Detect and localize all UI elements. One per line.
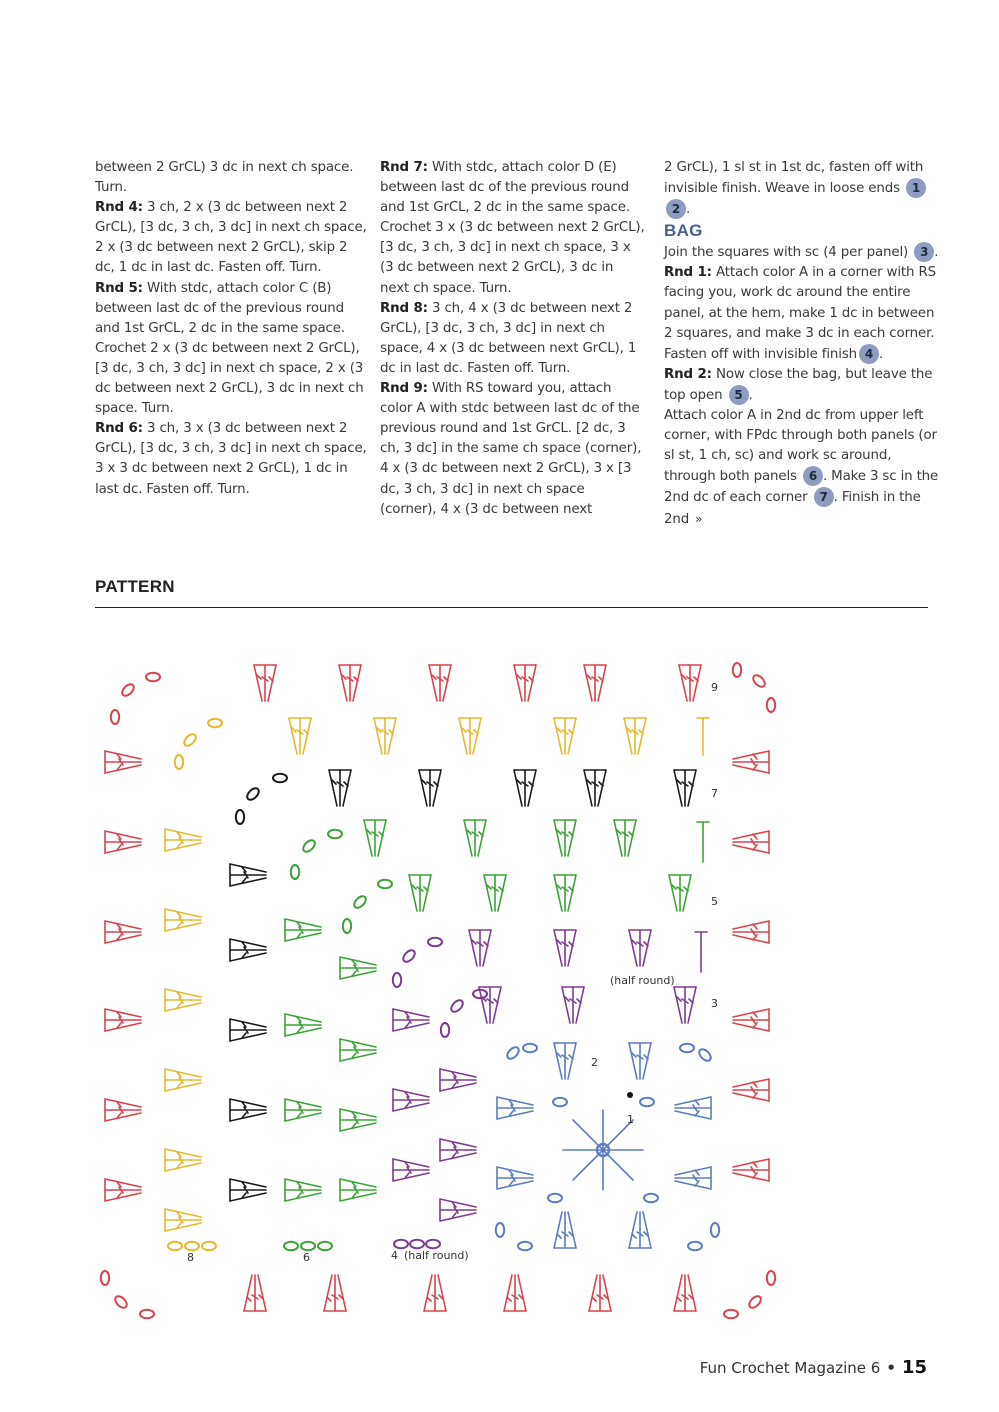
- chain-stitch: [426, 1240, 440, 1248]
- stitch-line: [230, 1019, 266, 1027]
- stitch-line: [285, 1014, 321, 1022]
- chain-stitch: [441, 1023, 449, 1037]
- stitch-line: [285, 933, 321, 941]
- stitch-line: [338, 1275, 346, 1311]
- stitch-line: [497, 1111, 533, 1119]
- round-label-2: 2: [591, 1056, 598, 1069]
- stitch-line: [632, 1234, 636, 1238]
- stitch-line: [443, 665, 451, 701]
- stitch-line: [105, 1193, 141, 1201]
- stitch-line: [419, 770, 427, 806]
- stitch-line: [528, 665, 536, 701]
- paragraph: Join the squares with sc (4 per panel) 3 .: [664, 242, 939, 263]
- stitch-line: [568, 820, 576, 856]
- stitch-line: [628, 820, 636, 856]
- round-label: Rnd 2:: [664, 366, 712, 382]
- step-badge: 2: [666, 199, 686, 219]
- paragraph: [664, 406, 939, 530]
- stitch-line: [688, 1275, 696, 1311]
- chain-stitch: [378, 880, 392, 888]
- stitch-line: [677, 1297, 681, 1301]
- stitch-line: [629, 930, 637, 966]
- stitch-line: [514, 665, 522, 701]
- stitch-line: [105, 1113, 141, 1121]
- stitch-line: [438, 1275, 446, 1311]
- chain-stitch: [111, 710, 119, 724]
- start-dot: [627, 1092, 633, 1098]
- stitch-line: [497, 1097, 533, 1105]
- stitch-line: [603, 1150, 633, 1180]
- chain-stitch: [301, 838, 317, 854]
- stitch-line: [285, 1099, 321, 1107]
- step-badge: 6: [803, 466, 823, 486]
- stitch-line: [165, 1223, 201, 1231]
- stitch-line: [329, 770, 337, 806]
- stitch-line: [733, 1009, 769, 1017]
- round-label-5: 5: [711, 895, 718, 908]
- stitch-line: [393, 1173, 429, 1181]
- stitch-line: [393, 1159, 429, 1167]
- stitch-line: [105, 831, 141, 839]
- chain-stitch: [245, 786, 261, 802]
- stitch-line: [557, 1234, 561, 1238]
- stitch-line: [528, 770, 536, 806]
- stitch-line: [339, 665, 347, 701]
- stitch-line: [624, 718, 632, 754]
- page-number: 15: [901, 1357, 927, 1378]
- stitch-line: [573, 1150, 603, 1180]
- stitch-line: [674, 987, 682, 1023]
- stitch-line: [459, 718, 467, 754]
- stitch-line: [340, 1039, 376, 1047]
- half-round-label: (half round): [610, 974, 675, 987]
- round-label: Rnd 9:: [380, 381, 428, 397]
- stitch-line: [285, 1028, 321, 1036]
- round-label-8: 8: [187, 1251, 194, 1264]
- stitch-line: [629, 1043, 637, 1079]
- stitch-line: [674, 1275, 682, 1311]
- stitch-line: [675, 1181, 711, 1189]
- stitch-line: [340, 1053, 376, 1061]
- chain-stitch: [751, 673, 767, 689]
- chain-stitch: [328, 830, 342, 838]
- stitch-line: [105, 1023, 141, 1031]
- stitch-line: [374, 718, 382, 754]
- paragraph-text: 2 GrCL), 1 sl st in 1st dc, fasten off with invisible finish. Weave in loose ends: [664, 160, 924, 197]
- stitch-line: [343, 770, 351, 806]
- chain-stitch: [208, 719, 222, 727]
- chain-stitch: [724, 1310, 738, 1318]
- round-label: Rnd 8:: [380, 300, 428, 316]
- stitch-line: [733, 1159, 769, 1167]
- chain-stitch: [352, 894, 368, 910]
- chain-stitch: [273, 774, 287, 782]
- chain-stitch: [168, 1242, 182, 1250]
- stitch-line: [733, 845, 769, 853]
- section-heading-bag: BAG: [664, 221, 703, 241]
- stitch-line: [675, 1111, 711, 1119]
- chain-stitch: [185, 1242, 199, 1250]
- chain-stitch: [553, 1098, 567, 1106]
- chain-stitch: [394, 1240, 408, 1248]
- round-label: Rnd 6:: [95, 421, 143, 437]
- stitch-line: [518, 1275, 526, 1311]
- stitch-line: [303, 718, 311, 754]
- stitch-line: [423, 875, 431, 911]
- stitch-line: [440, 1199, 476, 1207]
- chain-stitch: [410, 1240, 424, 1248]
- chain-stitch: [113, 1294, 129, 1310]
- chain-stitch: [747, 1294, 763, 1310]
- stitch-line: [514, 770, 522, 806]
- stitch-line: [592, 1297, 596, 1301]
- stitch-line: [643, 1212, 651, 1248]
- stitch-line: [340, 1123, 376, 1131]
- stitch-line: [340, 1109, 376, 1117]
- chain-stitch: [644, 1194, 658, 1202]
- chain-stitch: [101, 1271, 109, 1285]
- stitch-line: [643, 1043, 651, 1079]
- chart-symbols: [101, 663, 775, 1318]
- stitch-line: [230, 953, 266, 961]
- stitch-line: [440, 1069, 476, 1077]
- stitch-line: [268, 665, 276, 701]
- round-text: 3 ch, 4 x (3 dc between next 2 GrCL), [3 dc, 3 ch, 3 dc] in next ch space, 4 x (3 dc between next GrCL), 1 dc in last dc. Fasten off. Turn.: [380, 300, 637, 376]
- stitch-line: [638, 718, 646, 754]
- stitch-line: [688, 987, 696, 1023]
- round-text: With stdc, attach color C (B) between last dc of the previous round and 1st GrCL, 2 dc in the same space. Crochet 2 x (3 dc between next 2 GrCL), [3 dc, 3 ch, 3 dc] in next ch space, 2 x (3 dc between next 2 GrCL), 3 dc in next ch space. Turn.: [95, 280, 364, 417]
- step-badge: 5: [729, 385, 749, 405]
- stitch-line: [230, 1113, 266, 1121]
- pattern-title: PATTERN: [95, 577, 175, 596]
- text-column-3: [664, 158, 939, 530]
- stitch-line: [165, 1069, 201, 1077]
- stitch-line: [733, 1023, 769, 1031]
- stitch-line: [230, 1099, 266, 1107]
- stitch-line: [285, 1113, 321, 1121]
- crochet-chart: [95, 650, 795, 1330]
- stitch-line: [388, 718, 396, 754]
- round-8: [380, 299, 645, 379]
- stitch-line: [568, 875, 576, 911]
- stitch-line: [165, 909, 201, 917]
- chain-stitch: [146, 673, 160, 681]
- chain-stitch: [202, 1242, 216, 1250]
- bag-round-1: Rnd 1: Attach color A in a corner with RS facing you, work dc around the entire panel, at the hem, make 1 dc in between 2 squares, and make 3 dc in each corner. Fasten off with invisible finish 4 .: [664, 265, 936, 362]
- round-label-9: 9: [711, 681, 718, 694]
- stitch-line: [554, 820, 562, 856]
- round-text: With RS toward you, attach color A with stdc between last dc of the previous round and 1st GrCL. [2 dc, 3 ch, 3 dc] in the same ch space (corner), 4 x (3 dc between next 2 GrCL), 3 x [3 dc, 3 ch, 3 dc] in next ch space (corner), 4 x (3 dc between next: [380, 381, 642, 517]
- chain-stitch: [140, 1310, 154, 1318]
- round-text: 3 ch, 3 x (3 dc between next 2 GrCL), [3 dc, 3 ch, 3 dc] in next ch space, 3 x 3 dc between next 2 GrCL), 1 dc in last dc. Fasten off. Turn.: [95, 421, 367, 497]
- stitch-line: [440, 1213, 476, 1221]
- stitch-line: [165, 1149, 201, 1157]
- stitch-line: [393, 1009, 429, 1017]
- stitch-line: [230, 864, 266, 872]
- chain-stitch: [548, 1194, 562, 1202]
- stitch-line: [554, 930, 562, 966]
- paragraph: 2 GrCL), 1 sl st in 1st dc, fasten off with invisible finish. Weave in loose ends 12 .: [664, 158, 939, 220]
- stitch-line: [393, 1023, 429, 1031]
- stitch-line: [554, 1212, 562, 1248]
- stitch-line: [364, 820, 372, 856]
- stitch-line: [603, 1275, 611, 1311]
- chain-stitch: [428, 938, 442, 946]
- stitch-line: [324, 1275, 332, 1311]
- stitch-line: [483, 930, 491, 966]
- stitch-line: [258, 1275, 266, 1311]
- round-text: With stdc, attach color D (E) between last dc of the previous round and 1st GrCL, 2 dc in the same space. Crochet 3 x (3 dc between next 2 GrCL), [3 dc, 3 ch, 3 dc] in next ch space, 3 x (3 dc between next 2 GrCL), 3 dc in next ch space. Turn.: [380, 160, 645, 296]
- stitch-line: [230, 939, 266, 947]
- stitch-line: [554, 718, 562, 754]
- stitch-line: [554, 1043, 562, 1079]
- stitch-line: [484, 875, 492, 911]
- paragraph: between 2 GrCL) 3 dc in next ch space. Turn.: [95, 160, 354, 196]
- stitch-line: [497, 1181, 533, 1189]
- separator: •: [886, 1359, 896, 1377]
- stitch-line: [669, 875, 677, 911]
- stitch-line: [433, 770, 441, 806]
- stitch-line: [393, 1089, 429, 1097]
- paragraph-text: . Make 3 sc in the 2nd dc of each corner: [664, 469, 939, 506]
- round-text: Attach color A in a corner with RS facing you, work dc around the entire panel, at the hem, make 1 dc in between 2 squares, and make 3 dc in each corner. Fasten off with invisible finish: [664, 265, 936, 362]
- stitch-line: [409, 875, 417, 911]
- stitch-line: [493, 987, 501, 1023]
- chain-stitch: [640, 1098, 654, 1106]
- chain-stitch: [518, 1242, 532, 1250]
- stitch-line: [568, 1212, 576, 1248]
- stitch-line: [285, 1193, 321, 1201]
- chain-stitch: [393, 973, 401, 987]
- stitch-line: [568, 930, 576, 966]
- stitch-line: [693, 665, 701, 701]
- round-label-3: 3: [711, 997, 718, 1010]
- stitch-line: [675, 1167, 711, 1175]
- chain-stitch: [697, 1047, 713, 1063]
- stitch-line: [584, 770, 592, 806]
- chain-stitch: [175, 755, 183, 769]
- stitch-line: [733, 765, 769, 773]
- paragraph-text: . Finish in the 2nd: [664, 490, 921, 527]
- stitch-line: [507, 1297, 511, 1301]
- chain-stitch: [767, 1271, 775, 1285]
- page-footer: [700, 1357, 927, 1378]
- round-9: [380, 379, 645, 520]
- text-column-2: [380, 158, 645, 520]
- stitch-line: [643, 930, 651, 966]
- stitch-line: [105, 1179, 141, 1187]
- step-badge: 4: [859, 344, 879, 364]
- chain-stitch: [505, 1045, 521, 1061]
- stitch-line: [105, 751, 141, 759]
- round-label: Rnd 1:: [664, 265, 712, 281]
- stitch-line: [327, 1297, 331, 1301]
- stitch-line: [230, 1193, 266, 1201]
- round-label: Rnd 4:: [95, 200, 143, 216]
- round-4: [95, 198, 367, 278]
- stitch-line: [244, 1275, 252, 1311]
- stitch-line: [733, 1079, 769, 1087]
- chain-stitch: [236, 810, 244, 824]
- chain-stitch: [318, 1242, 332, 1250]
- stitch-line: [353, 665, 361, 701]
- stitch-line: [469, 930, 477, 966]
- chain-stitch: [301, 1242, 315, 1250]
- stitch-line: [289, 718, 297, 754]
- stitch-line: [429, 665, 437, 701]
- stitch-line: [498, 875, 506, 911]
- stitch-line: [340, 971, 376, 979]
- step-badge: 7: [814, 487, 834, 507]
- stitch-line: [254, 665, 262, 701]
- stitch-line: [427, 1297, 431, 1301]
- stitch-line: [576, 987, 584, 1023]
- stitch-line: [568, 718, 576, 754]
- stitch-line: [733, 935, 769, 943]
- round-label: Rnd 7:: [380, 160, 428, 175]
- stitch-line: [230, 1179, 266, 1187]
- stitch-line: [733, 1173, 769, 1181]
- stitch-line: [165, 829, 201, 837]
- round-label-6: 6: [303, 1251, 310, 1264]
- round-7: [380, 158, 645, 299]
- stitch-line: [105, 935, 141, 943]
- stitch-line: [440, 1083, 476, 1091]
- stitch-line: [285, 919, 321, 927]
- text-column-1: [95, 158, 367, 500]
- magazine-name: Fun Crochet Magazine 6: [699, 1359, 881, 1377]
- stitch-line: [629, 1212, 637, 1248]
- stitch-line: [378, 820, 386, 856]
- stitch-line: [473, 718, 481, 754]
- stitch-line: [105, 921, 141, 929]
- round-5: [95, 279, 367, 420]
- stitch-line: [165, 843, 201, 851]
- half-round-label-bottom: (half round): [404, 1249, 469, 1262]
- stitch-line: [478, 820, 486, 856]
- stitch-line: [165, 1163, 201, 1171]
- stitch-line: [679, 665, 687, 701]
- chain-stitch: [182, 732, 198, 748]
- round-text: 3 ch, 2 x (3 dc between next 2 GrCL), [3 dc, 3 ch, 3 dc] in next ch space, 2 x (3 dc between next 2 GrCL), skip 2 dc, 1 dc in last dc. Fasten off. Turn.: [95, 200, 367, 276]
- chain-stitch: [401, 948, 417, 964]
- stitch-line: [230, 878, 266, 886]
- stitch-line: [247, 1297, 251, 1301]
- chain-stitch: [291, 865, 299, 879]
- round-text: Now close the bag, but leave the top open: [664, 366, 933, 403]
- round-label-1: 1: [627, 1113, 634, 1126]
- round-label-4: 4: [391, 1249, 398, 1262]
- stitch-line: [675, 1097, 711, 1105]
- chain-stitch: [767, 698, 775, 712]
- stitch-line: [573, 1120, 603, 1150]
- stitch-line: [683, 875, 691, 911]
- bag-round-2: Rnd 2: Now close the bag, but leave the top open 5 .: [664, 366, 933, 403]
- stitch-line: [568, 1043, 576, 1079]
- stitch-line: [165, 1083, 201, 1091]
- stitch-line: [440, 1139, 476, 1147]
- stitch-line: [230, 1033, 266, 1041]
- stitch-line: [424, 1275, 432, 1311]
- stitch-line: [340, 957, 376, 965]
- stitch-line: [562, 987, 570, 1023]
- chain-stitch: [120, 682, 136, 698]
- chain-stitch: [711, 1223, 719, 1237]
- stitch-line: [340, 1193, 376, 1201]
- round-label-7: 7: [711, 787, 718, 800]
- stitch-line: [504, 1275, 512, 1311]
- stitch-line: [105, 1009, 141, 1017]
- stitch-line: [598, 665, 606, 701]
- stitch-line: [340, 1179, 376, 1187]
- stitch-line: [165, 1003, 201, 1011]
- chain-stitch: [680, 1044, 694, 1052]
- stitch-line: [554, 875, 562, 911]
- step-badge: 1: [906, 178, 926, 198]
- stitch-line: [733, 921, 769, 929]
- stitch-line: [614, 820, 622, 856]
- continue-arrow-icon: »: [695, 511, 703, 526]
- chain-stitch: [284, 1242, 298, 1250]
- round-label: Rnd 5:: [95, 280, 143, 296]
- stitch-line: [440, 1153, 476, 1161]
- stitch-line: [165, 923, 201, 931]
- stitch-line: [105, 765, 141, 773]
- paragraph-text: Attach color A in 2nd dc from upper left corner, with FPdc through both panels (or sl st, 1 ch, sc) and work sc around, through both panels: [664, 408, 937, 485]
- stitch-line: [285, 1179, 321, 1187]
- stitch-line: [733, 1093, 769, 1101]
- stitch-line: [674, 770, 682, 806]
- chain-stitch: [449, 998, 465, 1014]
- stitch-line: [105, 845, 141, 853]
- stitch-line: [688, 770, 696, 806]
- stitch-line: [165, 989, 201, 997]
- stitch-line: [497, 1167, 533, 1175]
- chain-stitch: [343, 919, 351, 933]
- stitch-line: [598, 770, 606, 806]
- stitch-line: [733, 831, 769, 839]
- round-6: [95, 419, 367, 499]
- stitch-line: [165, 1209, 201, 1217]
- stitch-line: [584, 665, 592, 701]
- stitch-line: [393, 1103, 429, 1111]
- chain-stitch: [523, 1044, 537, 1052]
- chain-stitch: [688, 1242, 702, 1250]
- chain-stitch: [496, 1223, 504, 1237]
- step-badge: 3: [914, 242, 934, 262]
- stitch-line: [733, 751, 769, 759]
- stitch-line: [105, 1099, 141, 1107]
- stitch-line: [464, 820, 472, 856]
- stitch-line: [589, 1275, 597, 1311]
- chain-stitch: [733, 663, 741, 677]
- divider: [95, 607, 928, 608]
- paragraph-text: Join the squares with sc (4 per panel): [664, 245, 909, 261]
